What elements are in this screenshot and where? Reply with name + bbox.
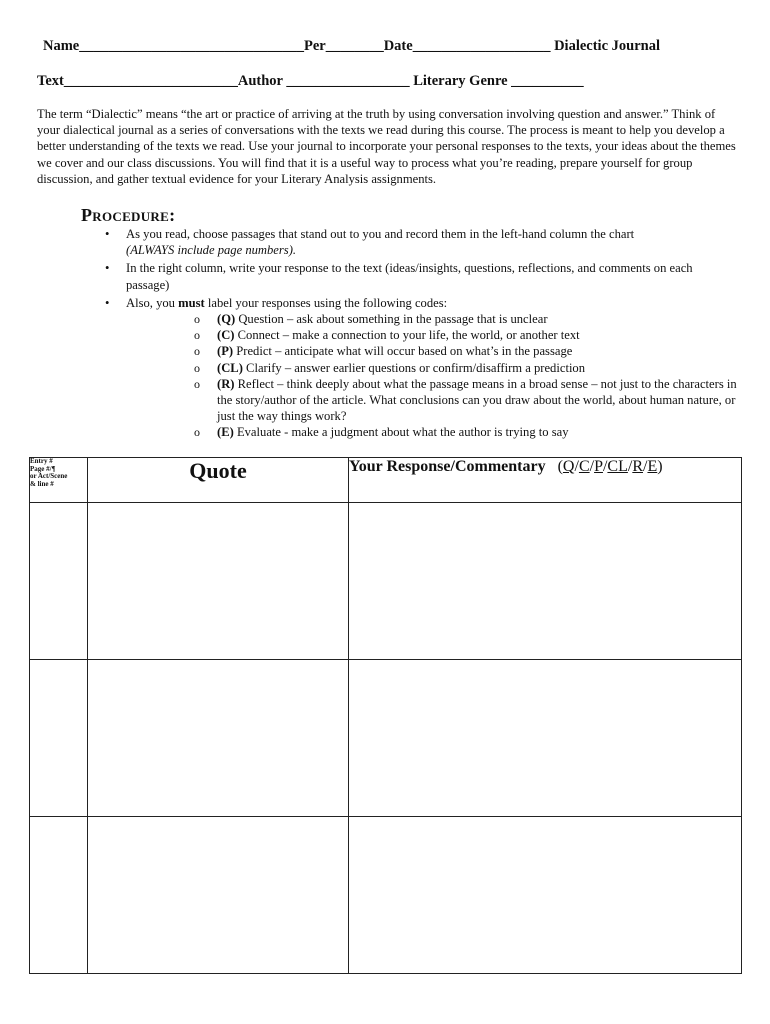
code-item-predict [217,343,737,359]
bullet-2-text: In the right column, write your response to the text (ideas/insights, questions, reflections, and comments on each passage) [126,261,693,292]
quote-cell[interactable] [88,660,349,817]
code-label: (Q) [217,312,236,327]
entry-cell[interactable] [30,660,88,817]
code-label: (CL) [217,360,243,375]
code-text: Question – ask about something in the passage that is unclear [235,312,548,327]
code-text: Evaluate - make a judgment about what the author is trying to say [233,425,569,440]
procedure-bullet-2 [126,260,736,292]
name-period-date-title-line: Name_______________________________Per________Date___________________ Dialectic Journal [43,38,660,54]
bullet-3-post: label your responses using the following codes: [204,295,448,310]
code-text: Reflect – think deeply about what the passage means in a broad sense – not just to the characters in the story/author of the article. What conclusions can you draw about the world, about human nature, or just the way things work? [217,376,737,424]
dialectic-journal-table [29,457,742,974]
intro-paragraph: The term “Dialectic” means “the art or practice of arriving at the truth by using conversation involving question and answer.” Think of your dialectical journal as a series of conversations with the texts we read during this course. The process is meant to help you develop a better understanding of the texts we read. Use your journal to incorporate your personal responses to the texts, your ideas about the themes we cover and our class discussions. You will find that it is a useful way to process what you’re reading, prepare yourself for group discussion, and gather textual evidence for your Literary Analysis assignments. [37,107,736,186]
response-header-label: Your Response/Commentary [349,458,546,475]
code-text: Clarify – answer earlier questions or confirm/disaffirm a prediction [242,360,586,375]
entry-cell[interactable] [30,503,88,660]
code-item-reflect [217,376,737,425]
table-row [30,503,742,660]
code-r: R [632,458,643,475]
quote-cell[interactable] [88,503,349,660]
bullet-1-note: (ALWAYS include page numbers). [126,243,297,258]
response-column-header [349,458,742,503]
procedure-title: Procedure: [81,205,176,225]
code-label: (R) [217,376,235,391]
code-label: (E) [217,425,234,440]
code-item-clarify [217,360,737,376]
response-cell[interactable] [349,660,742,817]
entry-header-line: Page #/¶ [30,464,56,473]
bullet-1-text: As you read, choose passages that stand out to you and record them in the left-hand column the chart [126,227,635,241]
code-q: Q [562,458,575,475]
table-row [30,660,742,817]
entry-column-header [30,458,88,503]
procedure-bullet-1 [126,226,736,258]
code-cl: CL [607,458,628,475]
response-codes: (Q/C/P/CL/R/E) [549,458,663,475]
entry-cell[interactable] [30,817,88,974]
code-list [217,311,737,441]
procedure-bullet-3 [126,295,736,441]
response-cell[interactable] [349,817,742,974]
table-header-row [30,458,742,503]
quote-cell[interactable] [88,817,349,974]
code-item-question [217,311,737,327]
code-text: Predict – anticipate what will occur based on what’s in the passage [233,344,573,359]
entry-header-line: or Act/Scene [30,472,68,480]
text-author-genre-line: Text________________________Author _________________ Literary Genre __________ [37,73,584,89]
bullet-3-bold: must [178,295,205,310]
code-label: (P) [217,344,234,359]
code-c: C [578,458,590,475]
response-cell[interactable] [349,503,742,660]
entry-header-line: Entry # [30,457,53,465]
table-row [30,817,742,974]
quote-column-header: Quote [88,458,349,503]
code-p: P [594,458,603,475]
procedure-list [126,226,736,443]
code-item-connect [217,327,737,343]
entry-header-line: & line # [30,479,54,488]
code-e: E [647,458,658,475]
code-text: Connect – make a connection to your life, the world, or another text [234,328,580,343]
code-label: (C) [217,328,235,343]
bullet-3-pre: Also, you [126,295,179,310]
code-item-evaluate [217,424,737,440]
